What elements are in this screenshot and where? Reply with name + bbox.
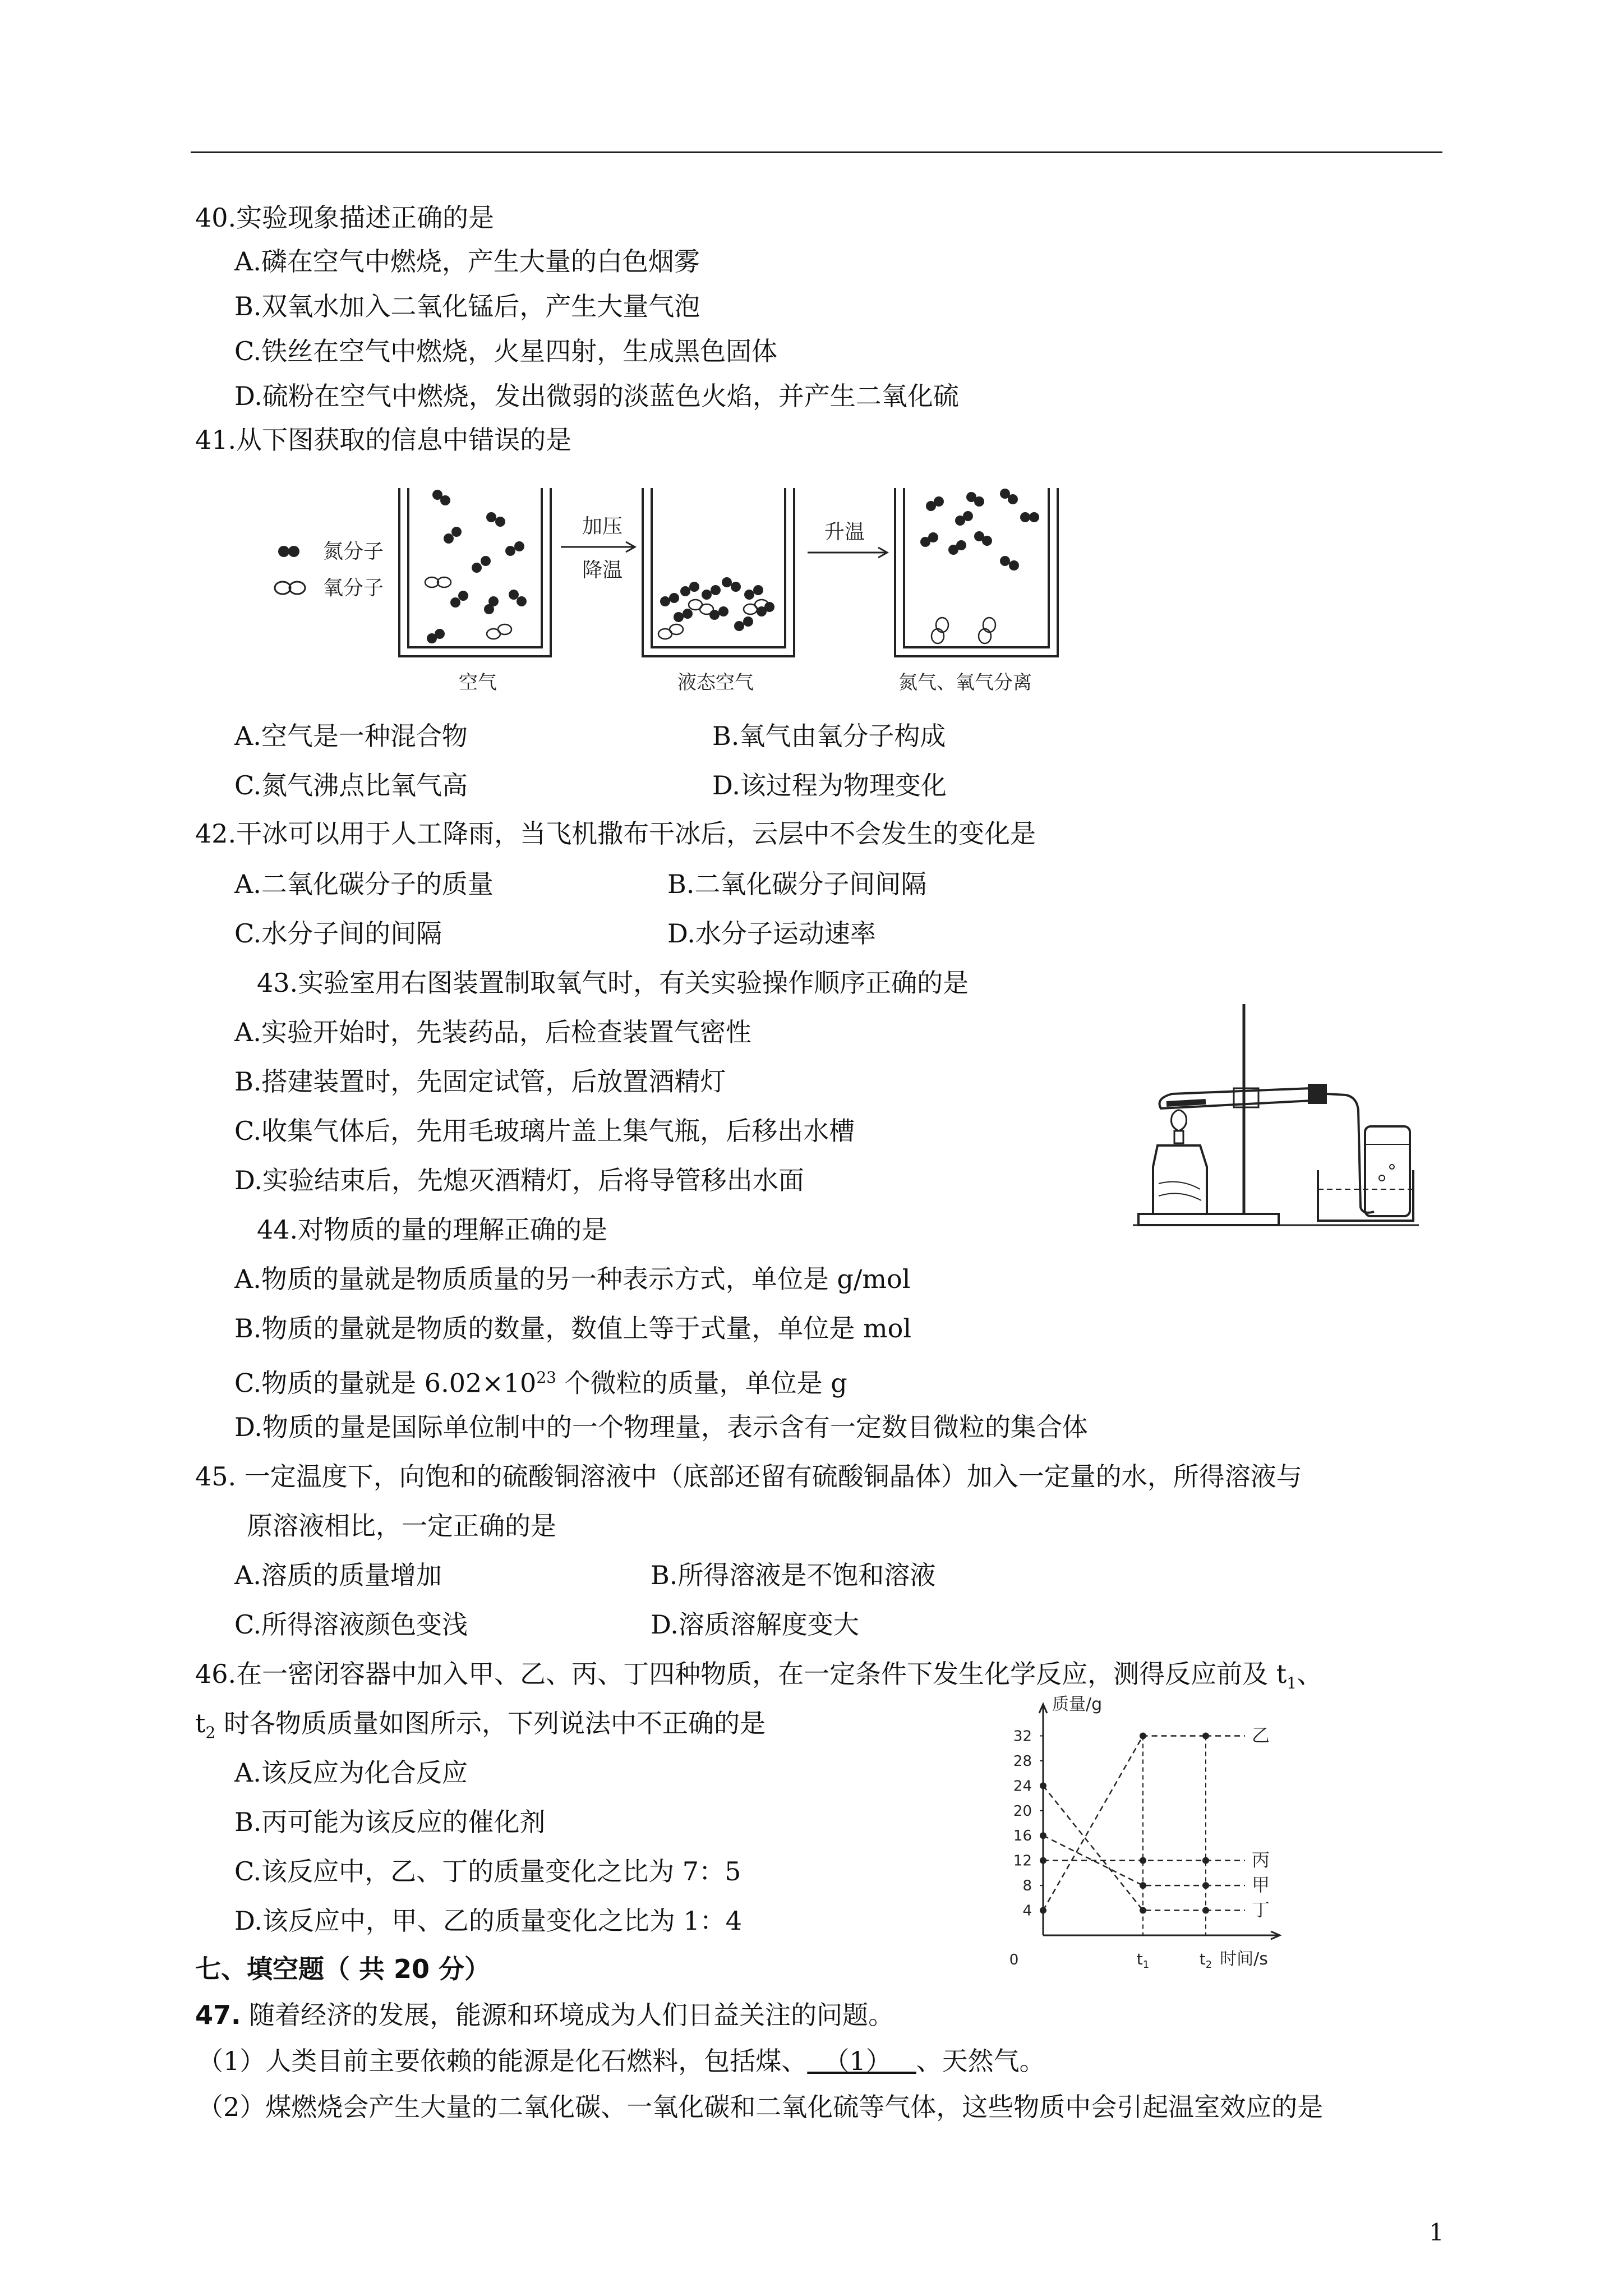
y-tick-label: 20 [1013, 1802, 1032, 1820]
x-axis-label: 时间/s [1220, 1949, 1268, 1969]
data-point [1040, 1782, 1046, 1789]
q41-option-c: C.氮气沸点比氧气高 [234, 770, 468, 800]
q44-option-b: B.物质的量就是物质的数量，数值上等于式量，单位是 mol [234, 1313, 912, 1343]
header-rule [191, 151, 1442, 153]
beaker-3-label: 氮气、氧气分离 [898, 671, 1032, 694]
q45-stem-line1: 45. 一定温度下，向饱和的硫酸铜溶液中（底部还留有硫酸铜晶体）加入一定量的水，所得溶液与 [195, 1461, 1302, 1492]
data-point [1040, 1832, 1046, 1839]
beaker-1-label: 空气 [459, 671, 497, 694]
arrow-2 [808, 547, 887, 558]
q42-option-b: B.二氧化碳分子间间隔 [667, 869, 927, 899]
answer-blank-1[interactable]: （1） [807, 2046, 916, 2076]
series-label: 丁 [1252, 1899, 1270, 1921]
oxygen-apparatus-figure [1133, 999, 1419, 1234]
arrow-2-top-label: 升温 [824, 521, 865, 544]
q40-option-b: B.双氧水加入二氧化锰后，产生大量气泡 [234, 291, 700, 321]
series-label: 丙 [1252, 1849, 1270, 1871]
arrow-1 [561, 542, 635, 552]
x-tick-label: $t_2$ [1199, 1950, 1212, 1971]
data-point [1140, 1857, 1146, 1864]
oxygen-molecule-legend-icon [275, 582, 305, 594]
y-tick-label: 12 [1013, 1852, 1032, 1870]
data-point [1040, 1857, 1046, 1864]
q44-option-d: D.物质的量是国际单位制中的一个物理量，表示含有一定数目微粒的集合体 [234, 1412, 1088, 1442]
mass-time-chart [993, 1694, 1307, 1991]
series-label: 甲 [1252, 1874, 1270, 1896]
q44-stem: 44.对物质的量的理解正确的是 [257, 1214, 608, 1245]
q40-option-d: D.硫粉在空气中燃烧，发出微弱的淡蓝色火焰，并产生二氧化硫 [234, 381, 959, 411]
y-tick-label: 32 [1013, 1728, 1032, 1745]
q46-stem-line1: 46.在一密闭容器中加入甲、乙、丙、丁四种物质，在一定条件下发生化学反应，测得反应前及 $t_1$、 [195, 1659, 1323, 1693]
q44-option-a: A.物质的量就是物质质量的另一种表示方式，单位是 g/mol [234, 1264, 911, 1294]
y-tick-label: 4 [1022, 1902, 1032, 1920]
q43-option-c: C.收集气体后，先用毛玻璃片盖上集气瓶，后移出水槽 [234, 1116, 855, 1146]
q42-option-c: C.水分子间的间隔 [234, 918, 442, 949]
legend-nitrogen-label: 氮分子 [323, 540, 384, 563]
y-tick-label: 8 [1022, 1878, 1032, 1895]
y-axis-label: 质量/g [1052, 1695, 1103, 1714]
q45-option-d: D.溶质溶解度变大 [651, 1609, 859, 1640]
y-tick-label: 24 [1013, 1778, 1032, 1795]
q46-option-b: B.丙可能为该反应的催化剂 [234, 1807, 546, 1837]
y-tick-label: 28 [1013, 1752, 1032, 1770]
q46-stem-line2: $t_2$ 时各物质质量如图所示，下列说法中不正确的是 [195, 1708, 766, 1742]
q47-part-1: （1）人类目前主要依赖的能源是化石燃料，包括煤、 （1） 、天然气。 [197, 2044, 1045, 2078]
beaker-3-n2-molecules [920, 489, 1039, 570]
legend-oxygen-label: 氧分子 [323, 577, 384, 600]
q43-stem: 43.实验室用右图装置制取氧气时，有关实验操作顺序正确的是 [257, 968, 969, 998]
q41-stem: 41.从下图获取的信息中错误的是 [195, 425, 572, 455]
q43-option-d: D.实验结束后，先熄灭酒精灯，后将导管移出水面 [234, 1165, 804, 1195]
q45-stem-line2: 原溶液相比，一定正确的是 [247, 1511, 556, 1541]
arrow-1-bottom-label: 降温 [582, 559, 623, 582]
q42-option-d: D.水分子运动速率 [667, 918, 876, 949]
q43-option-b: B.搭建装置时，先固定试管，后放置酒精灯 [234, 1066, 726, 1097]
q42-stem: 42.干冰可以用于人工降雨，当飞机撒布干冰后，云层中不会发生的变化是 [195, 818, 1036, 849]
series-label: 乙 [1252, 1724, 1270, 1746]
beaker-2-n2-molecules [660, 577, 774, 631]
q47-stem: 47. 随着经济的发展，能源和环境成为人们日益关注的问题。 [195, 2000, 895, 2030]
data-point [1140, 1882, 1146, 1889]
air-separation-figure [264, 477, 1127, 701]
q40-stem: 40.实验现象描述正确的是 [195, 203, 495, 233]
q45-option-b: B.所得溶液是不饱和溶液 [651, 1560, 936, 1590]
q46-option-d: D.该反应中，甲、乙的质量变化之比为 1：4 [234, 1906, 743, 1936]
q40-option-a: A.磷在空气中燃烧，产生大量的白色烟雾 [234, 246, 700, 277]
q46-option-c: C.该反应中，乙、丁的质量变化之比为 7：5 [234, 1856, 741, 1887]
beaker-3-o2-molecules [932, 618, 995, 643]
page-number: 1 [1429, 2219, 1444, 2246]
x-tick-label: 0 [1009, 1952, 1019, 1968]
y-tick-label: 16 [1013, 1828, 1032, 1845]
beaker-2 [643, 488, 794, 656]
nitrogen-molecule-legend-icon [278, 546, 299, 557]
series-line [1043, 1786, 1206, 1910]
q45-option-a: A.溶质的质量增加 [234, 1560, 442, 1590]
q40-option-c: C.铁丝在空气中燃烧，火星四射，生成黑色固体 [234, 336, 778, 366]
q45-option-c: C.所得溶液颜色变浅 [234, 1609, 468, 1640]
data-point [1140, 1907, 1146, 1914]
q43-option-a: A.实验开始时，先装药品，后检查装置气密性 [234, 1017, 751, 1047]
arrow-1-top-label: 加压 [582, 515, 623, 538]
q44-option-c: C.物质的量就是 $6.02\times 10^{23}$ 个微粒的质量，单位是 g [234, 1368, 847, 1398]
data-point [1040, 1907, 1046, 1914]
x-tick-label: $t_1$ [1136, 1950, 1150, 1971]
q41-option-d: D.该过程为物理变化 [712, 770, 947, 800]
data-point [1140, 1732, 1146, 1739]
series-line [1043, 1736, 1206, 1910]
beaker-2-label: 液态空气 [677, 671, 754, 694]
section-7-title: 七、填空题（ 共 20 分） [195, 1954, 491, 1984]
q42-option-a: A.二氧化碳分子的质量 [234, 869, 494, 899]
q41-option-b: B.氧气由氧分子构成 [712, 721, 946, 751]
q47-part-2: （2）煤燃烧会产生大量的二氧化碳、一氧化碳和二氧化硫等气体，这些物质中会引起温室效应的是 [197, 2092, 1324, 2122]
q46-option-a: A.该反应为化合反应 [234, 1757, 468, 1788]
q41-option-a: A.空气是一种混合物 [234, 721, 468, 751]
beaker-1-n2-molecules [427, 490, 527, 643]
